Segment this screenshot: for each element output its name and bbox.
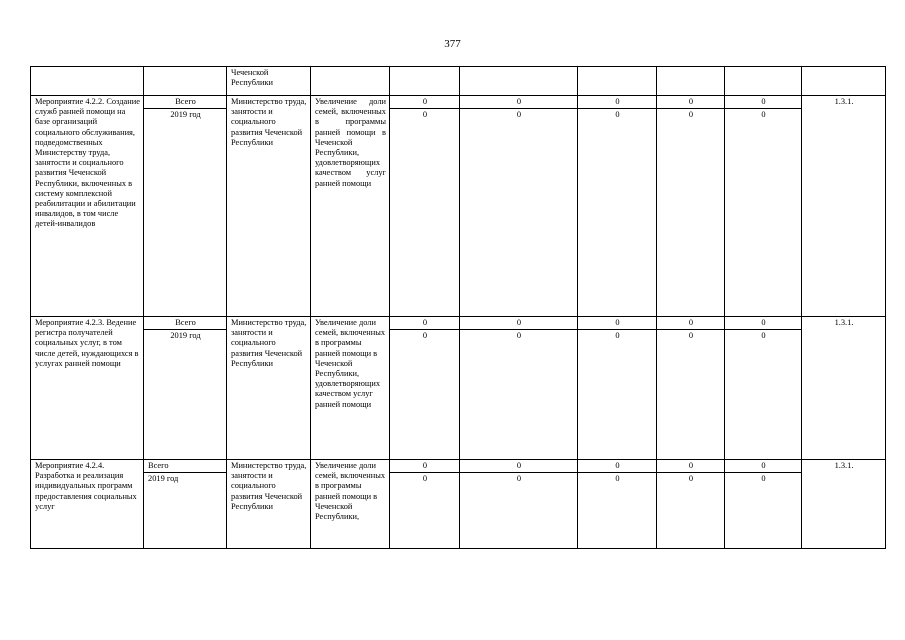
value-year: 0: [390, 109, 460, 317]
value-year: 0: [390, 330, 460, 460]
value-year: 0: [657, 109, 725, 317]
executor-cell: Чеченской Республики: [227, 67, 311, 96]
link: 1.3.1.: [802, 96, 886, 317]
value-total: 0: [390, 317, 460, 330]
value-cell: [578, 67, 657, 96]
indicator: Увеличение доли семей, включенных в программы ранней помощи в Чеченской Республики, удовлетворяющих качеством услуг ранней помощи: [311, 96, 390, 317]
value-year: 0: [578, 330, 657, 460]
table-row: [31, 473, 886, 549]
table-row: [31, 109, 886, 317]
indicator: Увеличение доли семей, включенных в программы ранней помощи в Чеченской Республики,: [311, 460, 390, 549]
value-total: 0: [657, 317, 725, 330]
link-cell: [802, 67, 886, 96]
link: 1.3.1.: [802, 460, 886, 549]
value-year: 0: [460, 473, 578, 549]
source-cell: [144, 67, 227, 96]
value-year: 0: [725, 473, 802, 549]
value-cell: [725, 67, 802, 96]
value-total: 0: [390, 96, 460, 109]
indicator-cell: [311, 67, 390, 96]
value-total: 0: [390, 460, 460, 473]
value-total: 0: [725, 96, 802, 109]
table-row: [31, 460, 886, 473]
measure-name: Мероприятие 4.2.4. Разработка и реализация индивидуальных программ предоставления социальных услуг: [31, 460, 144, 549]
value-total: 0: [578, 317, 657, 330]
value-year: 0: [390, 473, 460, 549]
table-row: [31, 96, 886, 109]
executor: Министерство труда, занятости и социального развития Чеченской Республики: [227, 96, 311, 317]
value-year: 0: [725, 330, 802, 460]
value-total: 0: [725, 317, 802, 330]
source-year: 2019 год: [144, 330, 227, 460]
program-table: [30, 66, 886, 549]
value-year: 0: [578, 109, 657, 317]
measure-name: Мероприятие 4.2.3. Ведение регистра получателей социальных услуг, в том числе детей, нуждающихся в услугах ранней помощи: [31, 317, 144, 460]
value-total: 0: [578, 96, 657, 109]
value-year: 0: [657, 330, 725, 460]
value-cell: [390, 67, 460, 96]
value-total: 0: [460, 317, 578, 330]
table-row: [31, 330, 886, 460]
value-year: 0: [725, 109, 802, 317]
value-cell: [460, 67, 578, 96]
value-total: 0: [460, 96, 578, 109]
page-number: 377: [444, 38, 461, 50]
value-total: 0: [578, 460, 657, 473]
value-total: 0: [460, 460, 578, 473]
name-cell: [31, 67, 144, 96]
value-cell: [657, 67, 725, 96]
table-row: [31, 317, 886, 330]
source-year: 2019 год: [144, 473, 227, 549]
value-year: 0: [657, 473, 725, 549]
value-total: 0: [657, 96, 725, 109]
source-total: Всего: [144, 460, 227, 473]
source-total: Всего: [144, 96, 227, 109]
value-total: 0: [657, 460, 725, 473]
value-year: 0: [460, 109, 578, 317]
value-year: 0: [578, 473, 657, 549]
table-row: [31, 67, 886, 96]
executor: Министерство труда, занятости и социального развития Чеченской Республики: [227, 317, 311, 460]
executor: Министерство труда, занятости и социального развития Чеченской Республики: [227, 460, 311, 549]
source-total: Всего: [144, 317, 227, 330]
value-year: 0: [460, 330, 578, 460]
measure-name: Мероприятие 4.2.2. Создание служб ранней помощи на базе организаций социального обслуживания, подведомственных Министерству труда, занятости и социального развития Чеченской Республики, включенных в систему комплексной реабилитации и абилитации инвалидов, в том числе детей-инвалидов: [31, 96, 144, 317]
link: 1.3.1.: [802, 317, 886, 460]
value-total: 0: [725, 460, 802, 473]
source-year: 2019 год: [144, 109, 227, 317]
indicator: Увеличение доли семей, включенных в программы ранней помощи в Чеченской Республики, удовлетворяющих качеством услуг ранней помощи: [311, 317, 390, 460]
